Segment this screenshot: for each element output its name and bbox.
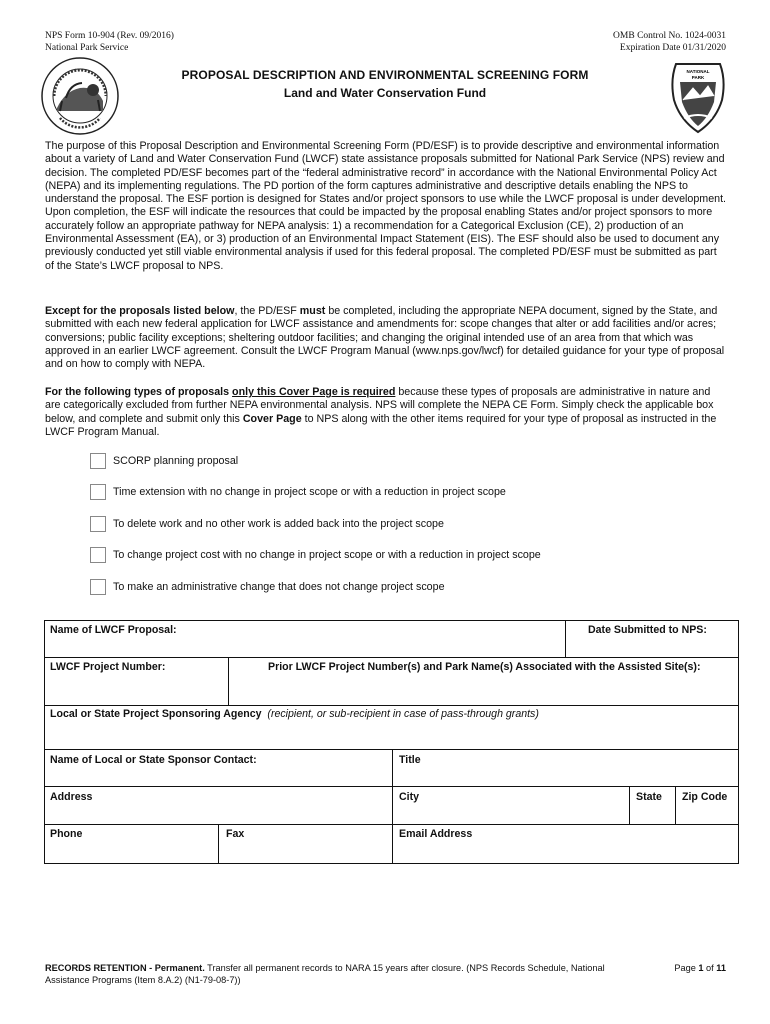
page-indicator	[674, 963, 726, 973]
agency-name: National Park Service	[45, 43, 129, 53]
checkbox-delete-work[interactable]	[90, 516, 106, 532]
checkbox-change-cost[interactable]	[90, 547, 106, 563]
col-divider	[675, 786, 676, 824]
checkbox-label: To make an administrative change that does not change project scope	[113, 581, 445, 593]
form-title: PROPOSAL DESCRIPTION AND ENVIRONMENTAL SCREENING FORM	[181, 68, 589, 82]
table-border-top	[44, 620, 739, 621]
page-number: 1	[698, 963, 704, 973]
cover-text-a: because these types of proposals are administrative in nature and are categorically excluded from further NEPA environmental analysis. NPS will complete the NEPA CE Form. Simply check the applicable box below, and complete and submit only this	[45, 386, 714, 425]
exceptions-text-b: be completed, including the appropriate NEPA document, signed by the State, and submitted with each new federal application for LWCF assistance and amendments for: scope changes that alter or add facilities and/or acres; conversions; public facility exceptions; sheltering outdoor facilities; and changing the original intended use of an area from that which was approved in an earlier LWCF agreement. Consult the LWCF Program Manual (www.nps.gov/lwcf) for detailed guidance for your type of proposal and on how to comply with NEPA.	[45, 305, 725, 371]
email-field[interactable]: Email Address	[399, 828, 473, 840]
page-total: 11	[716, 963, 726, 973]
omb-control-number: OMB Control No. 1024-0031	[613, 31, 726, 41]
prior-numbers-field[interactable]: Prior LWCF Project Number(s) and Park Name(s) Associated with the Assisted Site(s):	[268, 661, 701, 673]
row-divider	[44, 657, 739, 658]
page-of: of	[703, 963, 717, 973]
checkbox-row-time-extension[interactable]	[90, 483, 506, 501]
sponsoring-agency-note: (recipient, or sub-recipient in case of pass-through grants)	[267, 708, 539, 720]
retention-lead: RECORDS RETENTION - Permanent.	[45, 963, 205, 973]
checkbox-row-change-cost[interactable]	[90, 546, 541, 564]
col-divider	[218, 824, 219, 864]
form-number-header	[45, 30, 174, 54]
date-submitted-field[interactable]: Date Submitted to NPS:	[588, 624, 707, 636]
contact-title-field[interactable]: Title	[399, 754, 421, 766]
exceptions-paragraph	[45, 305, 727, 371]
checkbox-label: SCORP planning proposal	[113, 455, 239, 467]
checkbox-label: To delete work and no other work is added back into the project scope	[113, 518, 444, 530]
proposal-name-field[interactable]: Name of LWCF Proposal:	[50, 624, 177, 636]
zip-code-field[interactable]: Zip Code	[682, 791, 728, 803]
cover-page-required: only this Cover Page is required	[232, 386, 396, 398]
cover-text-b: to NPS along with the other items required for your type of proposal as instructed in the LWCF Program Manual.	[45, 412, 717, 438]
must-emphasis: must	[299, 305, 326, 317]
form-title-block	[150, 68, 620, 100]
address-field[interactable]: Address	[50, 791, 93, 803]
omb-header	[613, 30, 726, 54]
expiration-date: Expiration Date 01/31/2020	[619, 43, 726, 53]
checkbox-scorp[interactable]	[90, 453, 106, 469]
col-divider	[629, 786, 630, 824]
sponsoring-agency-label: Local or State Project Sponsoring Agency	[50, 708, 262, 720]
exceptions-lead: Except for the proposals listed below	[45, 305, 235, 317]
cover-page-paragraph	[45, 386, 727, 439]
doi-seal-logo	[40, 56, 120, 136]
checkbox-label: To change project cost with no change in project scope or with a reduction in project scope	[113, 549, 541, 561]
page-prefix: Page	[674, 963, 699, 973]
checkbox-administrative-change[interactable]	[90, 579, 106, 595]
svg-text:NATIONAL: NATIONAL	[686, 69, 710, 74]
cover-page-emphasis: Cover Page	[242, 412, 302, 425]
cover-lead: For the following types of proposals	[45, 386, 233, 398]
col-divider	[565, 620, 566, 657]
checkbox-row-administrative-change[interactable]	[90, 578, 445, 596]
col-divider	[228, 657, 229, 705]
retention-text: Transfer all permanent records to NARA 15 years after closure. (NPS Records Schedule, National Assistance Programs (Item 8.A.2) (N1-79-08-7))	[45, 963, 605, 985]
nps-arrowhead-logo	[668, 60, 728, 134]
city-field[interactable]: City	[399, 791, 420, 803]
contact-name-field[interactable]: Name of Local or State Sponsor Contact:	[50, 754, 257, 766]
records-retention-note	[45, 963, 645, 986]
intro-paragraph: The purpose of this Proposal Description and Environmental Screening Form (PD/ESF) is to provide descriptive and environmental information about a variety of Land and Water Conservation Fund (LWCF) state assistance proposals submitted for National Park Service (NPS) review and decision. The completed PD/ESF becomes part of the “federal administrative record” in accordance with the National Environmental Policy Act (NEPA) and its implementing regulations. The PD portion of the form captures administrative and descriptive details enabling the NPS to understand the proposal. The ESF portion is designed for States and/or project sponsors to use while the LWCF proposal is under development. Upon completion, the ESF will indicate the resources that could be impacted by the proposal enabling States and/or project sponsors to more accurately follow an appropriate pathway for NEPA analysis: 1) a recommendation for a Categorical Exclusion (CE), 2) production of an Environmental Assessment (EA), or 3) production of an Environmental Impact Statement (EIS). The ESF should also be used to document any previously conducted yet still viable environmental analysis if used for this federal proposal. The completed PD/ESF must be submitted as part of the State’s LWCF proposal to NPS.	[45, 140, 727, 272]
checkbox-time-extension[interactable]	[90, 484, 106, 500]
checkbox-row-delete-work[interactable]	[90, 515, 444, 533]
col-divider	[392, 749, 393, 864]
svg-text:PARK: PARK	[691, 75, 705, 80]
checkbox-row-scorp[interactable]	[90, 452, 238, 470]
sponsoring-agency-field[interactable]	[50, 708, 539, 720]
form-subtitle: Land and Water Conservation Fund	[283, 86, 487, 100]
form-number: NPS Form 10-904 (Rev. 09/2016)	[45, 31, 174, 41]
state-field[interactable]: State	[636, 791, 662, 803]
row-divider	[44, 705, 739, 706]
phone-field[interactable]: Phone	[50, 828, 83, 840]
project-number-field[interactable]: LWCF Project Number:	[50, 661, 166, 673]
checkbox-label: Time extension with no change in project scope or with a reduction in project scope	[113, 486, 506, 498]
fax-field[interactable]: Fax	[226, 828, 245, 840]
exceptions-text-a: , the PD/ESF	[234, 305, 300, 317]
